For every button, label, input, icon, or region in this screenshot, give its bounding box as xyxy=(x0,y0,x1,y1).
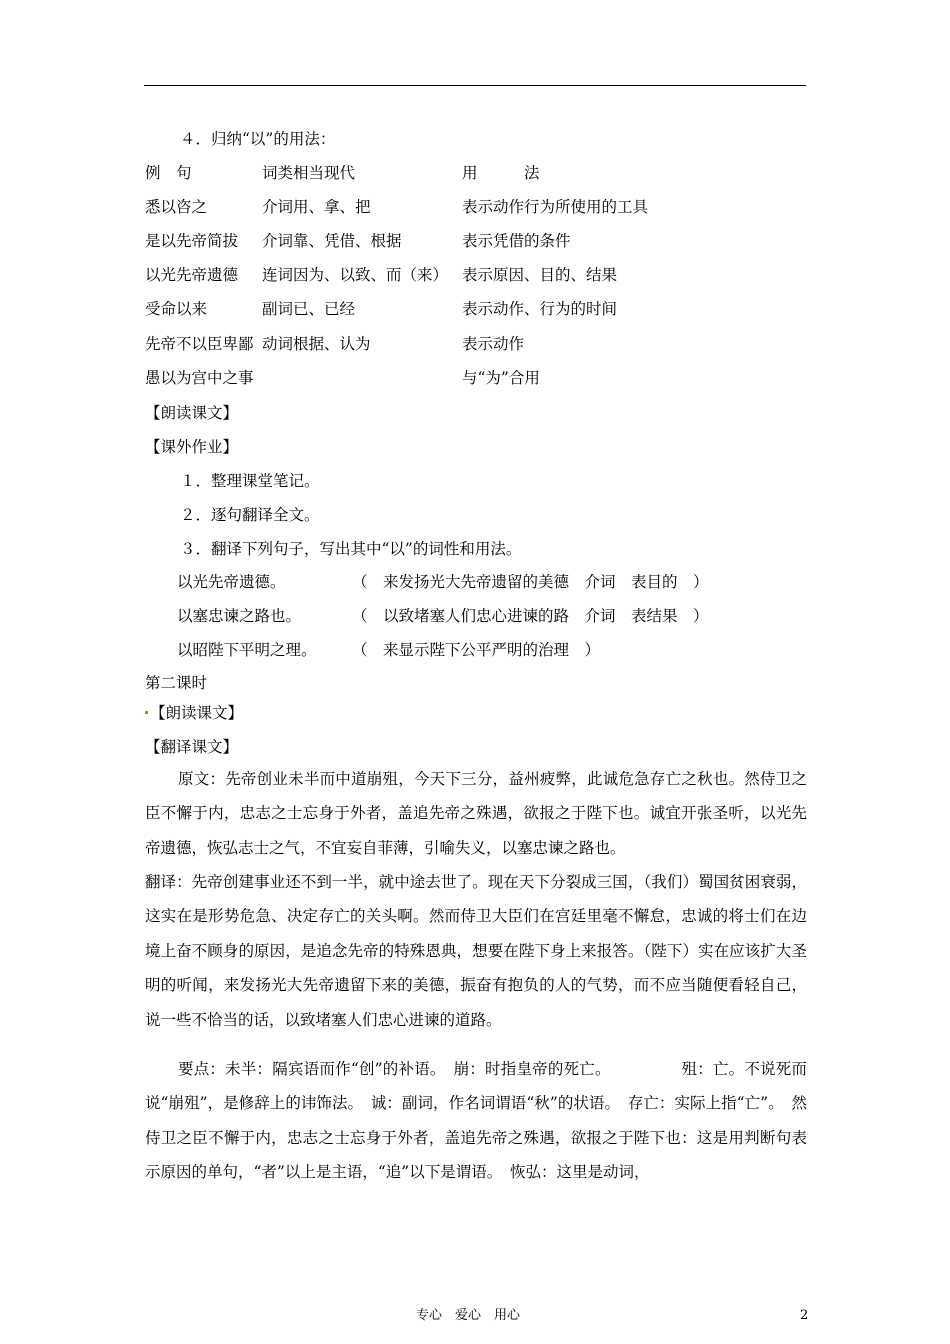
example-cell: 受命以来 xyxy=(145,300,208,318)
usage-cell: 表示动作行为所使用的工具 xyxy=(462,198,649,216)
example-cell: 悉以咨之 xyxy=(145,198,208,216)
wordclass-cell: 副词已、已经 xyxy=(262,300,356,318)
example-answer: （ 来发扬光大先帝遗留的美德 介词 表目的 ） xyxy=(352,573,709,591)
heading-read-aloud-2: 【朗读课文】 xyxy=(150,704,244,722)
header-usage: 用 法 xyxy=(462,164,540,182)
usage-table-row xyxy=(0,299,950,319)
heading-read-aloud: 【朗读课文】 xyxy=(145,404,239,422)
page-number: 2 xyxy=(800,1308,809,1323)
example-row xyxy=(0,572,950,592)
usage-cell: 表示原因、目的、结果 xyxy=(462,266,618,284)
lesson-2-title: 第二课时 xyxy=(145,674,208,692)
header-rule xyxy=(144,85,806,86)
usage-table-row xyxy=(0,197,950,217)
usage-table-row xyxy=(0,334,950,354)
usage-table-row xyxy=(0,231,950,251)
wordclass-cell: 介词靠、凭借、根据 xyxy=(262,232,402,250)
header-wordclass: 词类相当现代 xyxy=(262,164,356,182)
original-text-paragraph: 原文：先帝创业未半而中道崩殂，今天下三分，益州疲弊，此诚危急存亡之秋也。然侍卫之臣不懈于内，忠志之士忘身于外者，盖追先帝之殊遇，欲报之于陛下也。诚宜开张圣听，以光先帝遗德，恢弘志士之气，不宜妄自菲薄，引喻失义，以塞忠谏之路也。 xyxy=(145,770,807,857)
usage-cell: 表示凭借的条件 xyxy=(462,232,571,250)
homework-item: １．整理课堂笔记。 xyxy=(180,472,320,490)
example-sentence: 以塞忠谏之路也。 xyxy=(177,607,302,625)
example-row xyxy=(0,640,950,660)
wordclass-cell: 介词用、拿、把 xyxy=(262,198,371,216)
example-row xyxy=(0,606,950,626)
footer-motto: 专心 爱心 用心 xyxy=(416,1308,521,1323)
keypoints-paragraph: 要点：未半：隔宾语而作“创”的补语。 崩：时指皇帝的死亡。 殂：亡。不说死而说“崩殂”，是修辞上的讳饰法。 诚：副词，作名词谓语“秋”的状语。 存亡：实际上指“亡”。 然侍卫之臣不懈于内，忠志之士忘身于外者，盖追先帝之殊遇，欲报之于陛下也：这是用判断句表示原因的单句，“者”以上是主语，“追”以下是谓语。 恢弘：这里是动词， xyxy=(145,1060,807,1182)
section-4-title: ４．归纳“以”的用法： xyxy=(180,130,336,148)
usage-cell: 与“为”合用 xyxy=(462,369,540,387)
heading-homework: 【课外作业】 xyxy=(145,438,239,456)
example-sentence: 以光先帝遗德。 xyxy=(177,573,286,591)
usage-table-header xyxy=(0,163,950,183)
example-cell: 愚以为宫中之事 xyxy=(145,369,254,387)
usage-table-row xyxy=(0,368,950,388)
wordclass-cell: 连词因为、以致、而（来） xyxy=(262,266,449,284)
usage-cell: 表示动作 xyxy=(462,335,525,353)
header-example: 例 句 xyxy=(145,164,192,182)
example-cell: 是以先帝简拔 xyxy=(145,232,239,250)
example-answer: （ 来显示陛下公平严明的治理 ） xyxy=(352,641,601,659)
example-cell: 以光先帝遗德 xyxy=(145,266,239,284)
heading-translate: 【翻译课文】 xyxy=(145,738,239,756)
homework-item: ２．逐句翻译全文。 xyxy=(180,506,320,524)
example-answer: （ 以致堵塞人们忠心进谏的路 介词 表结果 ） xyxy=(352,607,709,625)
usage-cell: 表示动作、行为的时间 xyxy=(462,300,618,318)
example-sentence: 以昭陛下平明之理。 xyxy=(177,641,317,659)
usage-table-row xyxy=(0,265,950,285)
marker-dot xyxy=(145,711,148,714)
example-cell: 先帝不以臣卑鄙 xyxy=(145,335,254,353)
wordclass-cell: 动词根据、认为 xyxy=(262,335,371,353)
homework-item: ３．翻译下列句子，写出其中“以”的词性和用法。 xyxy=(180,540,522,558)
translation-paragraph: 翻译：先帝创建事业还不到一半，就中途去世了。现在天下分裂成三国，（我们）蜀国贫困衰弱，这实在是形势危急、决定存亡的关头啊。然而侍卫大臣们在宫廷里毫不懈怠，忠诚的将士们在边境上奋不顾身的原因，是追念先帝的特殊恩典，想要在陛下身上来报答。（陛下）实在应该扩大圣明的听闻，来发扬光大先帝遗留下来的美德，振奋有抱负的人的气势，而不应当随便看轻自己，说一些不恰当的话，以致堵塞人们忠心进谏的道路。 xyxy=(145,873,807,1029)
